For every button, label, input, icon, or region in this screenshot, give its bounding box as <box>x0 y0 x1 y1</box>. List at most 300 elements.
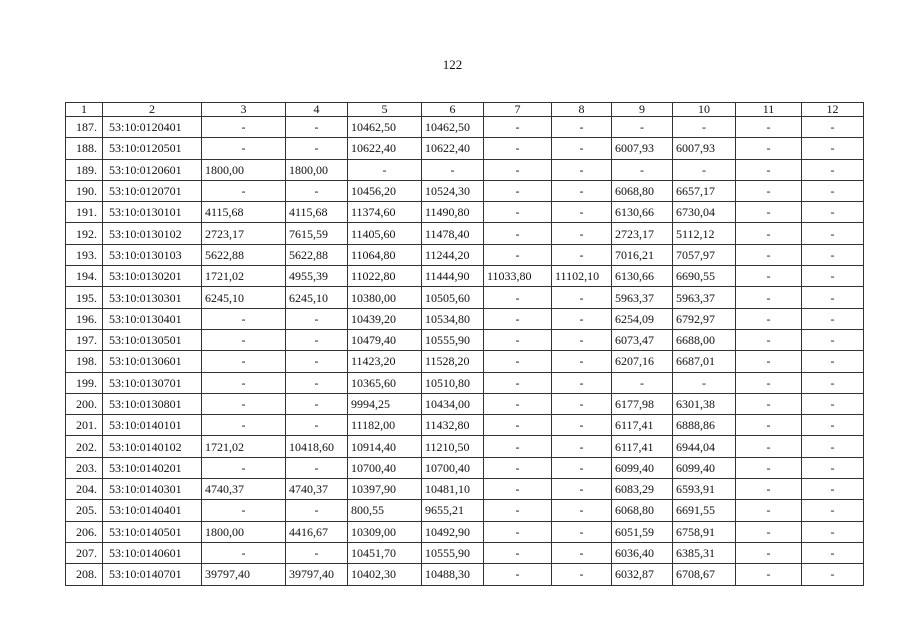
table-cell: - <box>802 266 864 287</box>
table-cell: - <box>202 180 286 201</box>
table-cell: - <box>552 500 612 521</box>
table-row <box>66 415 864 436</box>
row-number-cell: 202. <box>66 436 103 457</box>
table-cell: 6177,98 <box>612 393 673 414</box>
table-row <box>66 223 864 244</box>
table-cell: 5622,88 <box>286 244 348 265</box>
table-cell: - <box>286 329 348 350</box>
table-cell: - <box>736 372 802 393</box>
table-cell: 1800,00 <box>286 159 348 180</box>
row-number-cell: 195. <box>66 287 103 308</box>
table-cell: 7615,59 <box>286 223 348 244</box>
table-cell: 6130,66 <box>612 266 673 287</box>
table-cell: - <box>484 244 552 265</box>
table-cell: - <box>484 202 552 223</box>
table-cell: 6254,09 <box>612 308 673 329</box>
table-cell: 6117,41 <box>612 415 673 436</box>
table-cell: 10456,20 <box>348 180 422 201</box>
table-cell: 10555,90 <box>422 542 484 563</box>
cadastral-number-cell: 53:10:0140301 <box>103 479 202 500</box>
table-cell: 10510,80 <box>422 372 484 393</box>
table-cell: - <box>802 223 864 244</box>
table-cell: - <box>552 223 612 244</box>
column-header: 6 <box>422 103 484 117</box>
table-cell: - <box>673 159 736 180</box>
table-cell: - <box>484 223 552 244</box>
table-cell: 4740,37 <box>202 479 286 500</box>
table-cell: - <box>736 223 802 244</box>
table-cell: 10439,20 <box>348 308 422 329</box>
table-cell: - <box>736 117 802 138</box>
table-cell: - <box>202 117 286 138</box>
table-cell: - <box>552 436 612 457</box>
table-row <box>66 393 864 414</box>
table-cell: - <box>802 329 864 350</box>
row-number-cell: 192. <box>66 223 103 244</box>
table-cell: 11064,80 <box>348 244 422 265</box>
cadastral-number-cell: 53:10:0130801 <box>103 393 202 414</box>
table-cell: - <box>202 138 286 159</box>
table-cell: - <box>736 180 802 201</box>
table-cell: - <box>484 159 552 180</box>
table-cell: 5963,37 <box>612 287 673 308</box>
table-cell: - <box>736 351 802 372</box>
table-cell: 10534,80 <box>422 308 484 329</box>
table-cell: 1800,00 <box>202 159 286 180</box>
cadastral-number-cell: 53:10:0140101 <box>103 415 202 436</box>
row-number-cell: 199. <box>66 372 103 393</box>
table-cell: 11432,80 <box>422 415 484 436</box>
table-cell: - <box>484 479 552 500</box>
cadastral-number-cell: 53:10:0130601 <box>103 351 202 372</box>
data-table <box>65 102 864 586</box>
cadastral-number-cell: 53:10:0120701 <box>103 180 202 201</box>
table-cell: 4740,37 <box>286 479 348 500</box>
table-cell: - <box>552 521 612 542</box>
table-cell: 800,55 <box>348 500 422 521</box>
row-number-cell: 188. <box>66 138 103 159</box>
table-cell: 10555,90 <box>422 329 484 350</box>
table-cell: 6073,47 <box>612 329 673 350</box>
table-cell: 10481,10 <box>422 479 484 500</box>
table-cell: - <box>552 138 612 159</box>
table-cell: 6036,40 <box>612 542 673 563</box>
table-cell: - <box>552 244 612 265</box>
table-cell: - <box>736 436 802 457</box>
table-cell: - <box>802 308 864 329</box>
table-cell: 10622,40 <box>422 138 484 159</box>
table-cell: 5622,88 <box>202 244 286 265</box>
table-cell: 11444,90 <box>422 266 484 287</box>
table-cell: 10434,00 <box>422 393 484 414</box>
table-cell: 6007,93 <box>612 138 673 159</box>
table-cell: 10700,40 <box>422 457 484 478</box>
table-cell: 10309,00 <box>348 521 422 542</box>
table-cell: 6083,29 <box>612 479 673 500</box>
table-cell: - <box>286 393 348 414</box>
table-cell: 11528,20 <box>422 351 484 372</box>
table-cell: - <box>802 180 864 201</box>
table-row <box>66 180 864 201</box>
table-cell: - <box>484 180 552 201</box>
table-cell: 10492,90 <box>422 521 484 542</box>
row-number-cell: 201. <box>66 415 103 436</box>
table-body <box>66 103 864 586</box>
table-cell: 11102,10 <box>552 266 612 287</box>
table-cell: 11405,60 <box>348 223 422 244</box>
table-cell: - <box>802 351 864 372</box>
table-cell: 6207,16 <box>612 351 673 372</box>
table-cell: 6792,97 <box>673 308 736 329</box>
table-cell: - <box>552 457 612 478</box>
cadastral-number-cell: 53:10:0130501 <box>103 329 202 350</box>
table-cell: 10451,70 <box>348 542 422 563</box>
table-cell: - <box>202 393 286 414</box>
table-cell: 11374,60 <box>348 202 422 223</box>
row-number-cell: 187. <box>66 117 103 138</box>
table-cell: - <box>673 372 736 393</box>
table-cell: - <box>736 329 802 350</box>
table-cell: 6051,59 <box>612 521 673 542</box>
row-number-cell: 205. <box>66 500 103 521</box>
table-row <box>66 117 864 138</box>
table-cell: - <box>802 436 864 457</box>
table-cell: - <box>286 180 348 201</box>
table-cell: - <box>552 564 612 585</box>
table-cell: - <box>552 308 612 329</box>
column-header: 5 <box>348 103 422 117</box>
table-cell: - <box>736 244 802 265</box>
table-cell: - <box>802 521 864 542</box>
table-cell: - <box>673 117 736 138</box>
table-cell: - <box>802 117 864 138</box>
column-header: 9 <box>612 103 673 117</box>
table-cell: - <box>202 351 286 372</box>
table-cell: - <box>484 415 552 436</box>
table-cell: - <box>802 415 864 436</box>
table-cell: - <box>612 117 673 138</box>
table-cell: - <box>736 159 802 180</box>
cadastral-number-cell: 53:10:0140102 <box>103 436 202 457</box>
table-row <box>66 308 864 329</box>
table-row <box>66 202 864 223</box>
table-cell: - <box>484 351 552 372</box>
row-number-cell: 197. <box>66 329 103 350</box>
table-cell: 10365,60 <box>348 372 422 393</box>
cadastral-number-cell: 53:10:0130701 <box>103 372 202 393</box>
column-header: 8 <box>552 103 612 117</box>
table-cell: 10524,30 <box>422 180 484 201</box>
column-header: 12 <box>802 103 864 117</box>
row-number-cell: 204. <box>66 479 103 500</box>
column-header: 11 <box>736 103 802 117</box>
table-cell: 6007,93 <box>673 138 736 159</box>
table-row <box>66 351 864 372</box>
table-row <box>66 329 864 350</box>
table-cell: - <box>286 372 348 393</box>
table-cell: - <box>736 202 802 223</box>
cadastral-number-cell: 53:10:0140201 <box>103 457 202 478</box>
table-cell: 10402,30 <box>348 564 422 585</box>
cadastral-number-cell: 53:10:0120501 <box>103 138 202 159</box>
table-cell: - <box>802 202 864 223</box>
table-cell: 10462,50 <box>422 117 484 138</box>
row-number-cell: 196. <box>66 308 103 329</box>
table-cell: - <box>552 415 612 436</box>
table-cell: - <box>286 415 348 436</box>
column-header: 2 <box>103 103 202 117</box>
table-cell: 6690,55 <box>673 266 736 287</box>
table-cell: - <box>802 542 864 563</box>
table-cell: 6758,91 <box>673 521 736 542</box>
table-cell: 7016,21 <box>612 244 673 265</box>
table-cell: 6691,55 <box>673 500 736 521</box>
table-cell: 6245,10 <box>202 287 286 308</box>
table-cell: 6068,80 <box>612 180 673 201</box>
table-cell: 10479,40 <box>348 329 422 350</box>
table-cell: 6117,41 <box>612 436 673 457</box>
table-row <box>66 479 864 500</box>
table-cell: - <box>484 500 552 521</box>
table-cell: - <box>552 542 612 563</box>
column-header: 7 <box>484 103 552 117</box>
table-cell: 2723,17 <box>612 223 673 244</box>
table-cell: 10700,40 <box>348 457 422 478</box>
table-row <box>66 266 864 287</box>
table-cell: - <box>202 500 286 521</box>
table-cell: 10380,00 <box>348 287 422 308</box>
cadastral-number-cell: 53:10:0130201 <box>103 266 202 287</box>
table-cell: - <box>202 457 286 478</box>
table-cell: 11423,20 <box>348 351 422 372</box>
table-cell: 11210,50 <box>422 436 484 457</box>
table-cell: - <box>552 351 612 372</box>
table-cell: - <box>202 542 286 563</box>
table-cell: - <box>422 159 484 180</box>
table-cell: - <box>484 329 552 350</box>
row-number-cell: 208. <box>66 564 103 585</box>
table-cell: - <box>736 393 802 414</box>
row-number-cell: 203. <box>66 457 103 478</box>
row-number-cell: 193. <box>66 244 103 265</box>
table-cell: - <box>202 415 286 436</box>
table-cell: 6099,40 <box>673 457 736 478</box>
column-header: 1 <box>66 103 103 117</box>
table-row <box>66 372 864 393</box>
table-cell: - <box>802 479 864 500</box>
table-cell: 11022,80 <box>348 266 422 287</box>
table-cell: - <box>736 287 802 308</box>
row-number-cell: 194. <box>66 266 103 287</box>
cadastral-number-cell: 53:10:0130401 <box>103 308 202 329</box>
table-cell: - <box>286 117 348 138</box>
table-cell: 6385,31 <box>673 542 736 563</box>
table-cell: - <box>552 479 612 500</box>
table-cell: - <box>286 500 348 521</box>
table-cell: - <box>286 351 348 372</box>
table-cell: - <box>552 287 612 308</box>
table-cell: - <box>552 372 612 393</box>
table-cell: 6099,40 <box>612 457 673 478</box>
table-cell: 11244,20 <box>422 244 484 265</box>
table-cell: - <box>552 329 612 350</box>
table-cell: 11182,00 <box>348 415 422 436</box>
table-cell: - <box>202 372 286 393</box>
table-cell: - <box>484 287 552 308</box>
table-cell: - <box>612 372 673 393</box>
table-cell: - <box>484 564 552 585</box>
table-cell: 6657,17 <box>673 180 736 201</box>
table-cell: - <box>736 500 802 521</box>
table-cell: - <box>736 138 802 159</box>
table-cell: 4115,68 <box>202 202 286 223</box>
cadastral-number-cell: 53:10:0130103 <box>103 244 202 265</box>
table-cell: 10397,90 <box>348 479 422 500</box>
table-cell: 7057,97 <box>673 244 736 265</box>
table-cell: 6032,87 <box>612 564 673 585</box>
table-cell: - <box>484 542 552 563</box>
table-cell: 39797,40 <box>202 564 286 585</box>
row-number-cell: 191. <box>66 202 103 223</box>
table-cell: 5112,12 <box>673 223 736 244</box>
table-cell: 6301,38 <box>673 393 736 414</box>
table-cell: 10505,60 <box>422 287 484 308</box>
table-row <box>66 521 864 542</box>
table-cell: - <box>802 287 864 308</box>
table-cell: - <box>202 329 286 350</box>
cadastral-number-cell: 53:10:0130102 <box>103 223 202 244</box>
row-number-cell: 198. <box>66 351 103 372</box>
table-cell: - <box>802 244 864 265</box>
table-cell: - <box>612 159 673 180</box>
table-cell: 9655,21 <box>422 500 484 521</box>
table-cell: 5963,37 <box>673 287 736 308</box>
column-header: 3 <box>202 103 286 117</box>
table-cell: 11033,80 <box>484 266 552 287</box>
table-header-row <box>66 103 864 117</box>
table-cell: 6687,01 <box>673 351 736 372</box>
table-cell: 6068,80 <box>612 500 673 521</box>
row-number-cell: 207. <box>66 542 103 563</box>
row-number-cell: 189. <box>66 159 103 180</box>
table-row <box>66 436 864 457</box>
table-cell: - <box>736 415 802 436</box>
table-cell: 1721,02 <box>202 266 286 287</box>
table-cell: 6593,91 <box>673 479 736 500</box>
table-cell: - <box>802 564 864 585</box>
table-cell: - <box>484 393 552 414</box>
table-cell: - <box>286 542 348 563</box>
table-cell: - <box>484 117 552 138</box>
table-cell: 4115,68 <box>286 202 348 223</box>
table-cell: 10914,40 <box>348 436 422 457</box>
column-header: 4 <box>286 103 348 117</box>
row-number-cell: 206. <box>66 521 103 542</box>
table-cell: - <box>552 180 612 201</box>
table-cell: - <box>802 138 864 159</box>
table-cell: - <box>484 457 552 478</box>
table-cell: 4955,39 <box>286 266 348 287</box>
table-cell: 9994,25 <box>348 393 422 414</box>
table-cell: 6944,04 <box>673 436 736 457</box>
table-cell: 6888,86 <box>673 415 736 436</box>
cadastral-number-cell: 53:10:0140401 <box>103 500 202 521</box>
table-cell: - <box>736 521 802 542</box>
table-cell: 6730,04 <box>673 202 736 223</box>
table-cell: 1800,00 <box>202 521 286 542</box>
column-header: 10 <box>673 103 736 117</box>
table-cell: - <box>736 308 802 329</box>
table-cell: - <box>484 436 552 457</box>
table-cell: - <box>286 138 348 159</box>
table-cell: - <box>802 457 864 478</box>
page-number: 122 <box>442 57 463 72</box>
table-cell: - <box>484 521 552 542</box>
table-cell: - <box>286 457 348 478</box>
row-number-cell: 190. <box>66 180 103 201</box>
table-row <box>66 457 864 478</box>
table-cell: 6130,66 <box>612 202 673 223</box>
row-number-cell: 200. <box>66 393 103 414</box>
table-cell: - <box>802 500 864 521</box>
table-cell: 10462,50 <box>348 117 422 138</box>
table-cell: 11490,80 <box>422 202 484 223</box>
table-cell: - <box>552 117 612 138</box>
table-cell: 2723,17 <box>202 223 286 244</box>
cadastral-number-cell: 53:10:0130301 <box>103 287 202 308</box>
table-cell: - <box>552 202 612 223</box>
table-cell: - <box>552 393 612 414</box>
table-cell: 6708,67 <box>673 564 736 585</box>
table-row <box>66 138 864 159</box>
cadastral-number-cell: 53:10:0130101 <box>103 202 202 223</box>
cadastral-number-cell: 53:10:0140701 <box>103 564 202 585</box>
table-row <box>66 287 864 308</box>
table-cell: - <box>736 479 802 500</box>
table-cell: 4416,67 <box>286 521 348 542</box>
table-row <box>66 244 864 265</box>
cadastral-number-cell: 53:10:0140501 <box>103 521 202 542</box>
table-cell: - <box>736 542 802 563</box>
table-cell: - <box>552 159 612 180</box>
table-row <box>66 159 864 180</box>
table-cell: - <box>736 457 802 478</box>
table-cell: 11478,40 <box>422 223 484 244</box>
table-cell: - <box>736 266 802 287</box>
table-cell: 6245,10 <box>286 287 348 308</box>
table-row <box>66 542 864 563</box>
table-cell: - <box>484 372 552 393</box>
table-cell: 10622,40 <box>348 138 422 159</box>
table-cell: - <box>484 308 552 329</box>
table-row <box>66 500 864 521</box>
table-cell: 10418,60 <box>286 436 348 457</box>
table-cell: 1721,02 <box>202 436 286 457</box>
table-cell: - <box>348 159 422 180</box>
table-cell: - <box>736 564 802 585</box>
table-cell: 10488,30 <box>422 564 484 585</box>
cadastral-number-cell: 53:10:0120401 <box>103 117 202 138</box>
table-cell: 39797,40 <box>286 564 348 585</box>
table-cell: 6688,00 <box>673 329 736 350</box>
table-cell: - <box>202 308 286 329</box>
table-cell: - <box>484 138 552 159</box>
cadastral-number-cell: 53:10:0140601 <box>103 542 202 563</box>
table-row <box>66 564 864 585</box>
cadastral-number-cell: 53:10:0120601 <box>103 159 202 180</box>
table-cell: - <box>802 372 864 393</box>
table-cell: - <box>802 393 864 414</box>
